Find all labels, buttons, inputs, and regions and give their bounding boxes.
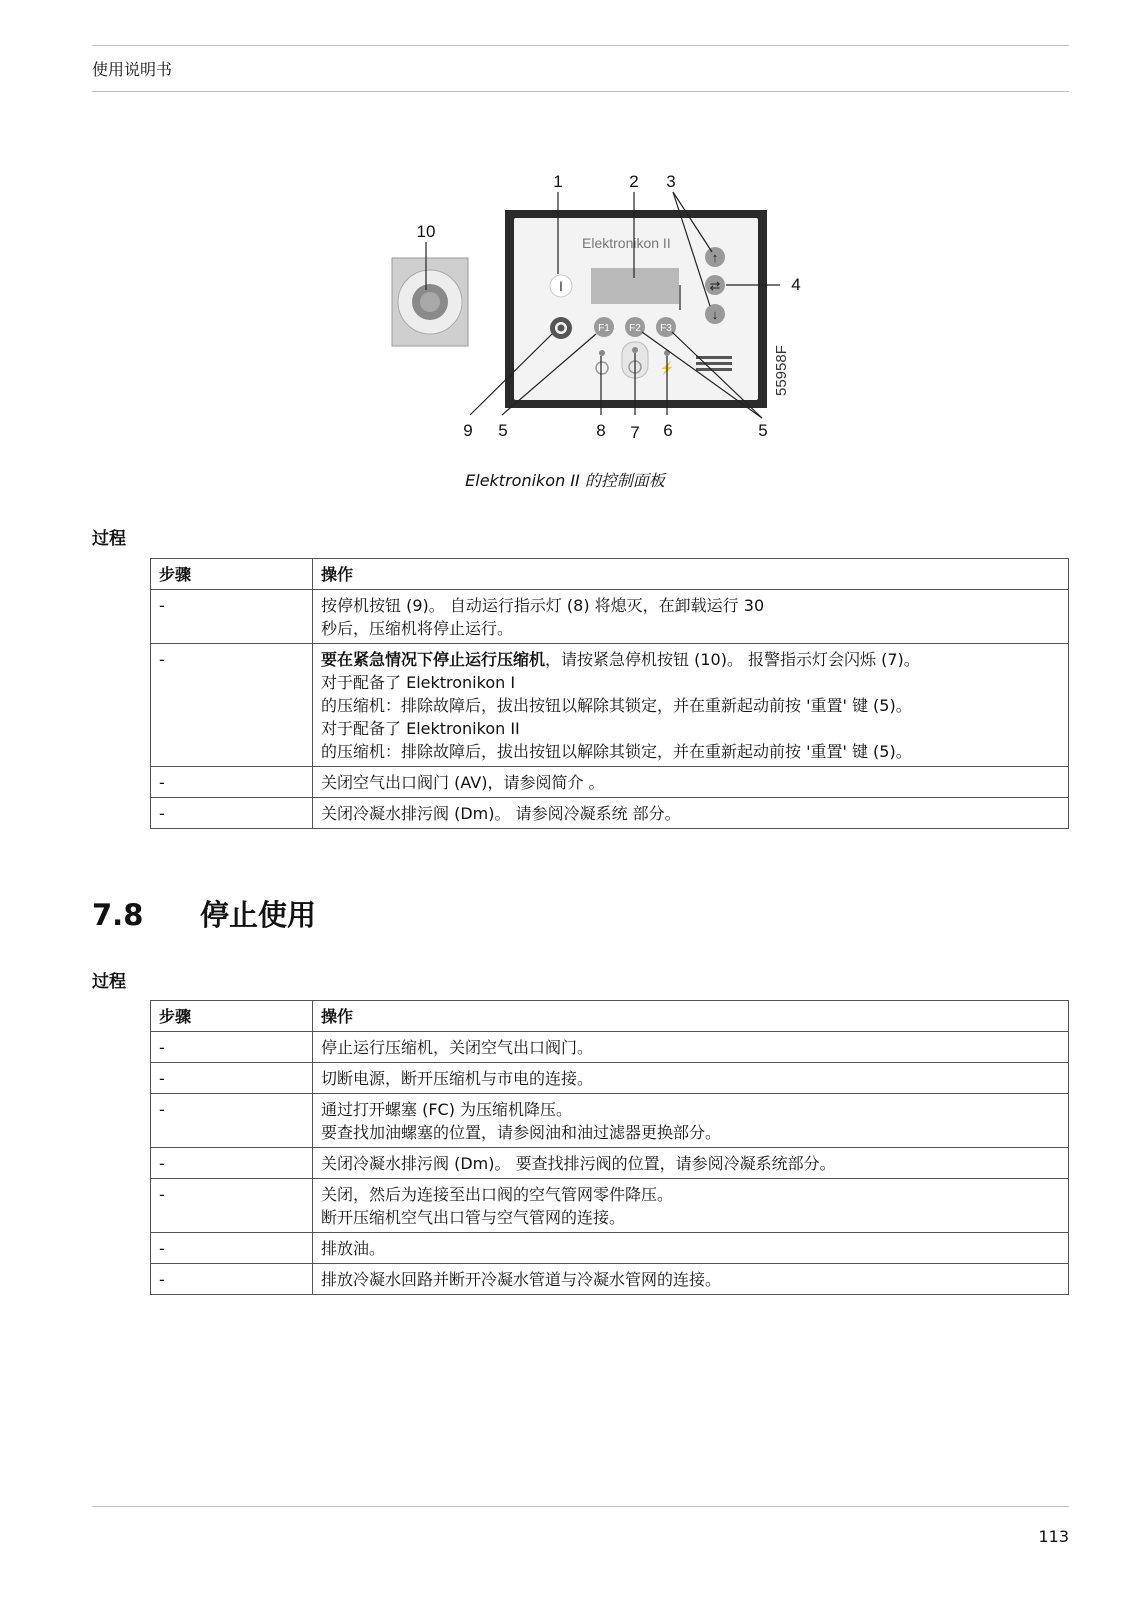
callout-1: 1	[553, 172, 563, 191]
action-line: 停止运行压缩机，关闭空气出口阀门。	[321, 1038, 594, 1057]
action-line: 对于配备了 Elektronikon I	[321, 673, 516, 692]
callout-6: 6	[663, 421, 673, 440]
table-row	[151, 767, 1069, 798]
action-line: 关闭空气出口阀门 (AV)，请参阅简介 。	[321, 773, 605, 792]
key-f1-label: F1	[598, 323, 610, 334]
action-line: 切断电源，断开压缩机与市电的连接。	[321, 1069, 594, 1088]
callout-5b: 5	[758, 421, 768, 440]
action-line: 断开压缩机空气出口管与空气管网的连接。	[321, 1208, 626, 1227]
callout-7: 7	[630, 423, 640, 442]
step-cell: -	[151, 590, 313, 644]
key-f2-label: F2	[629, 323, 641, 334]
action-line: 排放油。	[321, 1239, 386, 1258]
step-cell: -	[151, 1233, 313, 1264]
action-line: 秒后，压缩机将停止运行。	[321, 619, 514, 638]
procedure-table-1	[150, 558, 1069, 829]
step-cell: -	[151, 1063, 313, 1094]
action-cell	[313, 1233, 1069, 1264]
column-header-step: 步骤	[151, 1001, 313, 1032]
action-cell	[313, 644, 1069, 767]
header-rule-top	[92, 45, 1069, 46]
figure-caption: Elektronikon II 的控制面板	[465, 471, 665, 490]
action-cell	[313, 1148, 1069, 1179]
table-row	[151, 1032, 1069, 1063]
procedure-table-2	[150, 1000, 1069, 1295]
action-line: 关闭冷凝水排污阀 (Dm)。 请参阅冷凝系统 部分。	[321, 804, 681, 823]
callout-3: 3	[666, 172, 676, 191]
procedure-heading-2: 过程	[92, 972, 126, 992]
callout-2: 2	[629, 172, 639, 191]
action-cell	[313, 798, 1069, 829]
section-number: 7.8	[92, 898, 144, 932]
action-emphasis: 要在紧急情况下停止运行压缩机	[321, 650, 546, 669]
action-line: 的压缩机：排除故障后，拔出按钮以解除其锁定，并在重新起动前按 '重置' 键 (5)。	[321, 696, 912, 715]
step-cell: -	[151, 1094, 313, 1148]
step-cell: -	[151, 644, 313, 767]
action-cell	[313, 590, 1069, 644]
action-cell	[313, 1179, 1069, 1233]
footer-rule	[92, 1506, 1069, 1507]
svg-text:⚡: ⚡	[659, 361, 675, 375]
step-cell: -	[151, 767, 313, 798]
action-cell	[313, 1032, 1069, 1063]
action-cell	[313, 1094, 1069, 1148]
action-cell	[313, 1063, 1069, 1094]
table-row	[151, 1179, 1069, 1233]
table-row	[151, 1264, 1069, 1295]
callout-9: 9	[463, 421, 473, 440]
action-line	[321, 648, 1060, 671]
figure-code: 55958F	[773, 345, 790, 396]
section-title-text: 停止使用	[200, 898, 317, 932]
panel-brand-label: Elektronikon II	[582, 235, 671, 251]
action-line: 关闭冷凝水排污阀 (Dm)。 要查找排污阀的位置，请参阅冷凝系统部分。	[321, 1154, 836, 1173]
action-line: 要查找加油螺塞的位置，请参阅油和油过滤器更换部分。	[321, 1123, 722, 1142]
section-heading	[92, 893, 316, 934]
step-cell: -	[151, 1179, 313, 1233]
svg-text:↑: ↑	[711, 250, 719, 265]
table-row	[151, 1233, 1069, 1264]
step-cell: -	[151, 1264, 313, 1295]
action-line: 按停机按钮 (9)。 自动运行指示灯 (8) 将熄灭，在卸载运行 30	[321, 596, 765, 615]
key-f3-label: F3	[660, 323, 672, 334]
header-title: 使用说明书	[92, 60, 173, 79]
column-header-action: 操作	[313, 1001, 1069, 1032]
table-header-row	[151, 559, 1069, 590]
svg-text:↓: ↓	[711, 307, 719, 322]
table-row	[151, 1094, 1069, 1148]
header-rule-bottom	[92, 91, 1069, 92]
action-line: 排放冷凝水回路并断开冷凝水管道与冷凝水管网的连接。	[321, 1270, 722, 1289]
table-row	[151, 1148, 1069, 1179]
action-line: 通过打开螺塞 (FC) 为压缩机降压。	[321, 1100, 573, 1119]
table-row	[151, 644, 1069, 767]
table-row	[151, 590, 1069, 644]
page-number: 113	[1038, 1527, 1069, 1546]
start-key-label: I	[559, 278, 563, 294]
callout-8: 8	[596, 421, 606, 440]
step-cell: -	[151, 798, 313, 829]
emergency-stop-button-drawing	[392, 258, 468, 346]
step-cell: -	[151, 1032, 313, 1063]
table-row	[151, 798, 1069, 829]
callout-10: 10	[416, 222, 436, 241]
action-line: 关闭，然后为连接至出口阀的空气管网零件降压。	[321, 1185, 674, 1204]
action-line: 的压缩机：排除故障后，拔出按钮以解除其锁定，并在重新起动前按 '重置' 键 (5)。	[321, 742, 912, 761]
column-header-action: 操作	[313, 559, 1069, 590]
table-header-row	[151, 1001, 1069, 1032]
action-text: ，请按紧急停机按钮 (10)。 报警指示灯会闪烁 (7)。	[545, 650, 920, 669]
table-row	[151, 1063, 1069, 1094]
procedure-heading-1: 过程	[92, 529, 126, 549]
action-cell	[313, 1264, 1069, 1295]
control-panel-figure	[390, 170, 810, 460]
panel-drawing	[505, 210, 790, 408]
callout-4: 4	[791, 275, 801, 294]
svg-text:⇄: ⇄	[709, 278, 721, 293]
callout-5a: 5	[498, 421, 508, 440]
action-cell	[313, 767, 1069, 798]
action-line: 对于配备了 Elektronikon II	[321, 719, 520, 738]
step-cell: -	[151, 1148, 313, 1179]
column-header-step: 步骤	[151, 559, 313, 590]
